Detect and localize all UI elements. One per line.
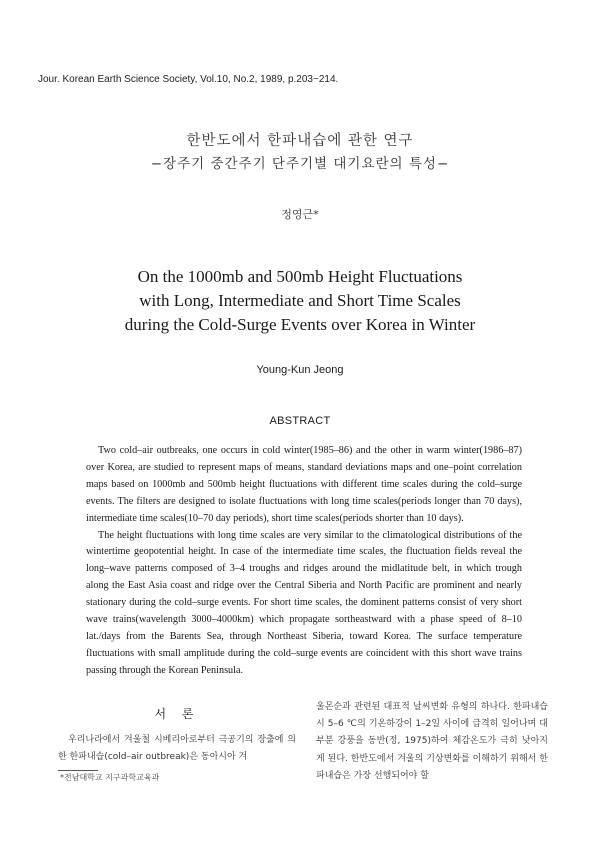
journal-reference: Jour. Korean Earth Science Society, Vol.10, No.2, 1989, p.203~214.: [38, 74, 339, 85]
abstract-paragraph-2: The height fluctuations with long time scales are very similar to the climatological distributions of the wintertime geopotential height. In case of the intermediate time scales, the fluctuation fields reveal the long–wave patterns composed of 3–4 troughs and ridges around the midlatitude belt, in which trough along the East Asia coast and ridge over the Central Siberia and North Pacific are prominent and nearly stationary during the cold–surge events. For short time scales, the dominent patterns consist of very short wave trains(wavelength 3000–4000km) which propagate sortheastward with a phase speed of 8–10 lat./days from the Barents Sea, through Northeast Siberia, toward Korea. The surface temperature fluctuations with small amplitude during the cold–surge events are coincident with this short wave trains passing through the Korean Peninsula.: [86, 529, 522, 676]
korean-subtitle: −장주기 중간주기 단주기별 대기요란의 특성−: [150, 156, 450, 172]
introduction-left-text: 우리나라에서 겨울철 시베리아로부터 극공기의 장출에 의한 한파내습(cold–air outbreak)은 동아시아 겨: [58, 735, 296, 762]
introduction-left-column: [58, 732, 296, 766]
introduction-heading: 서 론: [154, 707, 200, 721]
abstract-body: [86, 443, 522, 680]
korean-title: 한반도에서 한파내습에 관한 연구: [186, 133, 414, 149]
english-author: Young-Kun Jeong: [256, 364, 344, 376]
korean-author: 정영근*: [281, 208, 319, 221]
english-title: [0, 265, 600, 337]
english-title-line-1: On the 1000mb and 500mb Height Fluctuations: [137, 267, 463, 286]
english-title-line-2: with Long, Intermediate and Short Time Scales: [139, 291, 461, 310]
introduction-right-text: 울몬순과 관련된 대표적 날씨변화 유형의 하나다. 한파내습시 5–6 ℃의 기온하강이 1–2일 사이에 급격히 일어나며 대부분 강풍을 동반(정, 1975)하여 체감온도가 극히 낮아지게 된다. 한반도에서 겨울의 기상변화를 이해하기 위해서 한파내습은 가장 선행되어야 할: [316, 702, 548, 781]
english-title-line-3: during the Cold-Surge Events over Korea in Winter: [124, 315, 476, 334]
abstract-paragraph-1: Two cold–air outbreaks, one occurs in cold winter(1985–86) and the other in warm winter(1986–87) over Korea, are studied to represent maps of means, standard deviations maps and one–point correlation maps based on 1000mb and 500mb height fluctuations with different time scales during the cold–surge events. The filters are designed to isolate fluctuations with long time scales(periods longer than 70 days), intermediate time scales(10–70 day periods), short time scales(periods shorter than 10 days).: [86, 445, 522, 524]
introduction-right-column: [316, 699, 548, 785]
author-affiliation-footnote: *전남대학교 지구과학교육과: [60, 773, 160, 782]
footnote-divider: [58, 770, 98, 771]
abstract-heading: ABSTRACT: [269, 415, 331, 427]
